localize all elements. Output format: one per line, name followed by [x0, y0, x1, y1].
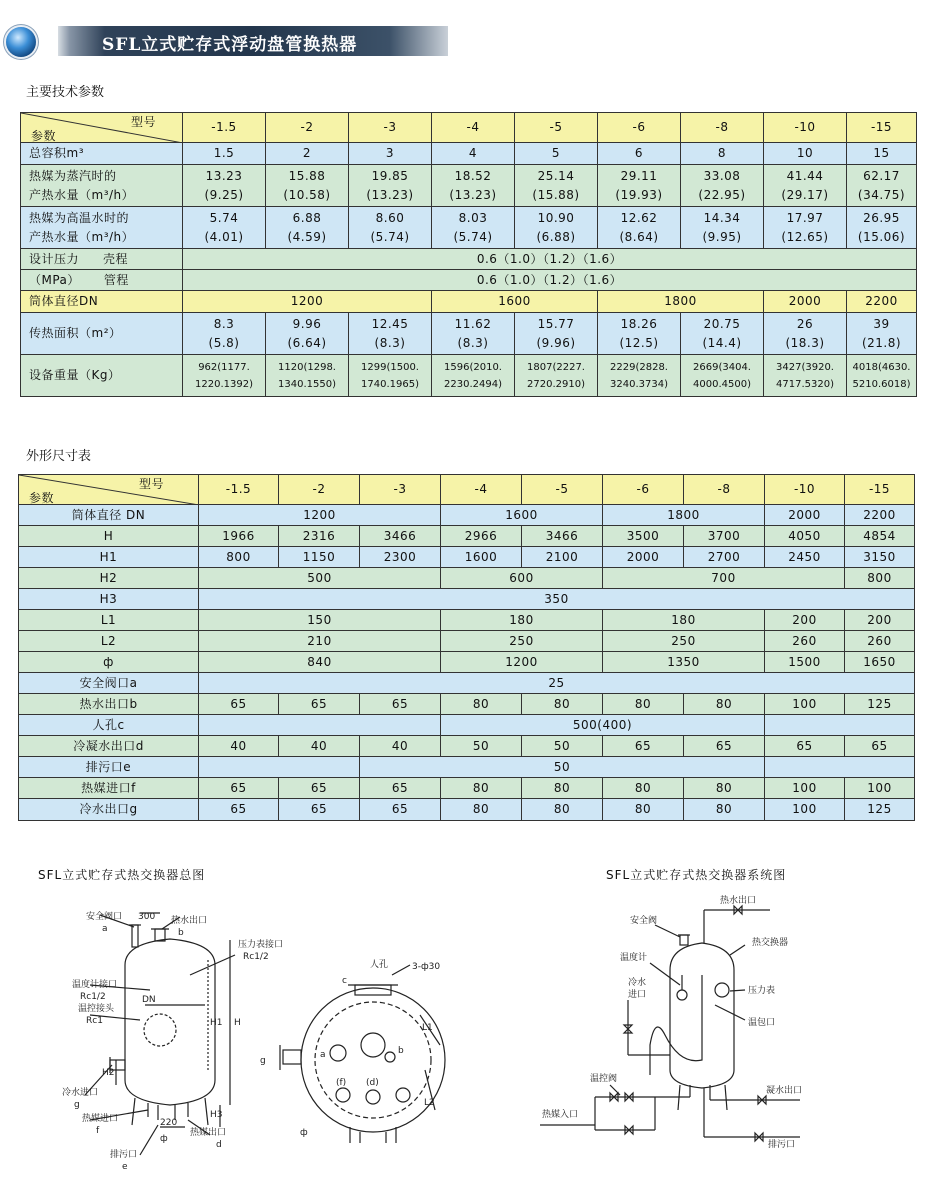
globe-icon: [6, 27, 36, 57]
model-header: -2: [266, 113, 349, 143]
label-hot-water-out: 热水出口: [720, 896, 757, 906]
label-f-paren: (f): [336, 1078, 347, 1088]
cell: 125: [845, 694, 915, 715]
table-row: [21, 291, 917, 313]
cell: 15: [847, 143, 917, 165]
table-row: [19, 631, 915, 652]
cell: 1500: [765, 652, 845, 673]
cell: 5.74 (4.01): [183, 207, 266, 249]
spec-table: [20, 112, 917, 397]
corner-param-label: 参数: [29, 491, 55, 505]
cell: 10.90 (6.88): [515, 207, 598, 249]
page-header: [6, 24, 442, 58]
cell: 80: [522, 778, 603, 799]
cell: 2100: [522, 547, 603, 568]
cell: 962(1177. 1220.1392): [183, 355, 266, 397]
cell: 2966: [441, 526, 522, 547]
corner-model-label: 型号: [131, 115, 157, 129]
label-heat-medium-outlet: 热媒出口: [190, 1128, 227, 1138]
model-header: -2: [279, 475, 360, 505]
cell: 3466: [360, 526, 441, 547]
cell: 50: [522, 736, 603, 757]
label-c: c: [342, 976, 347, 986]
cell: 40: [199, 736, 279, 757]
table-row: [19, 505, 915, 526]
cell: 1596(2010. 2230.2494): [432, 355, 515, 397]
cell: 65: [199, 778, 279, 799]
label-a-top: a: [320, 1050, 326, 1060]
cell: 14.34 (9.95): [681, 207, 764, 249]
cell: 1200: [199, 505, 441, 526]
cell: 100: [765, 694, 845, 715]
general-drawing: [30, 895, 500, 1180]
label-inlet: 进口: [628, 990, 647, 1000]
cell: 4854: [845, 526, 915, 547]
label-h1: H1: [210, 1018, 223, 1028]
label-manhole: 人孔: [370, 960, 389, 970]
table-row: [21, 355, 917, 397]
row-label: 排污口e: [19, 757, 199, 778]
label-heat-exchanger: 热交换器: [752, 938, 789, 948]
cell: 4018(4630. 5210.6018): [847, 355, 917, 397]
cell: 12.62 (8.64): [598, 207, 681, 249]
cell: 6: [598, 143, 681, 165]
cell: 0.6（1.0）（1.2）（1.6）: [183, 270, 917, 291]
cell: 65: [603, 736, 684, 757]
cell: 13.23 (9.25): [183, 165, 266, 207]
model-header: -1.5: [183, 113, 266, 143]
cell: 18.26 (12.5): [598, 313, 681, 355]
cell: [765, 757, 915, 778]
label-e: e: [122, 1162, 128, 1172]
row-label: 热媒为蒸汽时的 产热水量（m³/h）: [21, 165, 183, 207]
row-label: H1: [19, 547, 199, 568]
label-g: g: [74, 1100, 80, 1110]
cell: 80: [603, 778, 684, 799]
cell: 2316: [279, 526, 360, 547]
label-b-top: b: [398, 1046, 404, 1056]
cell: 50: [360, 757, 765, 778]
cell: 80: [441, 694, 522, 715]
cell: 180: [441, 610, 603, 631]
cell: 3: [349, 143, 432, 165]
cell: 26 (18.3): [764, 313, 847, 355]
model-header: -3: [360, 475, 441, 505]
model-header: -6: [603, 475, 684, 505]
row-label: 总容积m³: [21, 143, 183, 165]
cell: 20.75 (14.4): [681, 313, 764, 355]
label-d: d: [216, 1140, 222, 1150]
cell: 2300: [360, 547, 441, 568]
diagram-title-general: SFL立式贮存式热交换器总图: [38, 868, 206, 882]
cell: 3427(3920. 4717.5320): [764, 355, 847, 397]
cell: 65: [765, 736, 845, 757]
cell: 1600: [441, 505, 603, 526]
cell: 11.62 (8.3): [432, 313, 515, 355]
cell: 3150: [845, 547, 915, 568]
model-header: -1.5: [199, 475, 279, 505]
cell: 4: [432, 143, 515, 165]
cell: 100: [845, 778, 915, 799]
label-f: f: [96, 1126, 100, 1136]
label-220: 220: [160, 1118, 178, 1128]
table-row: [19, 652, 915, 673]
cell: 500: [199, 568, 441, 589]
label-cold-water: 冷水: [628, 978, 647, 988]
table-row: [21, 249, 917, 270]
row-label: 冷凝水出口d: [19, 736, 199, 757]
cell: 2450: [765, 547, 845, 568]
cell: 600: [441, 568, 603, 589]
section-title-dimensions: 外形尺寸表: [26, 449, 92, 464]
model-header: -15: [847, 113, 917, 143]
label-rc12: Rc1/2: [243, 952, 269, 962]
table-row: [19, 610, 915, 631]
cell: 8.60 (5.74): [349, 207, 432, 249]
cell: 80: [684, 778, 765, 799]
cell: 3466: [522, 526, 603, 547]
cell: 18.52 (13.23): [432, 165, 515, 207]
row-label: 安全阀口a: [19, 673, 199, 694]
label-safety-valve: 安全阀: [630, 916, 658, 926]
cell: 50: [441, 736, 522, 757]
cell: 200: [765, 610, 845, 631]
model-header: -10: [764, 113, 847, 143]
model-header: -6: [598, 113, 681, 143]
cell: [199, 757, 360, 778]
row-label: 筒体直径DN: [21, 291, 183, 313]
cell: 65: [199, 694, 279, 715]
table-row: [21, 143, 917, 165]
label-pressure-gauge-port: 压力表接口: [238, 940, 284, 950]
dimension-table: [18, 474, 915, 821]
cell: 65: [279, 694, 360, 715]
label-dn: DN: [142, 995, 156, 1005]
cell: 9.96 (6.64): [266, 313, 349, 355]
table-row: [19, 568, 915, 589]
model-header: -4: [441, 475, 522, 505]
cell: 1.5: [183, 143, 266, 165]
cell: 100: [765, 799, 845, 821]
cell: 840: [199, 652, 441, 673]
cell: 25: [199, 673, 915, 694]
cell: 2: [266, 143, 349, 165]
cell: 15.77 (9.96): [515, 313, 598, 355]
cell: 26.95 (15.06): [847, 207, 917, 249]
model-header: -8: [684, 475, 765, 505]
table-row: [19, 526, 915, 547]
system-drawing: [530, 885, 830, 1155]
label-pressure-gauge: 压力表: [748, 986, 776, 996]
label-temp-bulb-port: 温包口: [748, 1018, 776, 1028]
label-condensate-out: 凝水出口: [766, 1086, 803, 1096]
cell: 8: [681, 143, 764, 165]
table-corner: [19, 475, 199, 505]
cell: 2000: [765, 505, 845, 526]
model-header: -3: [349, 113, 432, 143]
cell: 4050: [765, 526, 845, 547]
cell: 1150: [279, 547, 360, 568]
cell: 1966: [199, 526, 279, 547]
cell: 15.88 (10.58): [266, 165, 349, 207]
row-label: H2: [19, 568, 199, 589]
page-title: SFL立式贮存式浮动盘管换热器: [102, 35, 358, 55]
cell: 3700: [684, 526, 765, 547]
cell: 12.45 (8.3): [349, 313, 432, 355]
cell: 29.11 (19.93): [598, 165, 681, 207]
table-corner: [21, 113, 183, 143]
label-b: b: [178, 928, 184, 938]
cell: 65: [845, 736, 915, 757]
label-h: H: [234, 1018, 241, 1028]
table-row: [21, 313, 917, 355]
cell: 10: [764, 143, 847, 165]
label-3-phi30: 3-ф30: [412, 962, 441, 972]
label-a: a: [102, 924, 108, 934]
cell: 1800: [603, 505, 765, 526]
label-300: 300: [138, 912, 156, 922]
cell: 260: [765, 631, 845, 652]
cell: 1200: [441, 652, 603, 673]
table-row: [19, 799, 915, 821]
label-l1: L1: [422, 1023, 433, 1033]
label-temp-control-joint: 温控接头: [78, 1004, 115, 1014]
cell: 65: [360, 694, 441, 715]
label-hot-water-outlet: 热水出口: [171, 916, 208, 926]
row-label: H: [19, 526, 199, 547]
row-label: （MPa） 管程: [21, 270, 183, 291]
cell: 5: [515, 143, 598, 165]
cell: 1120(1298. 1340.1550): [266, 355, 349, 397]
label-temp-control-valve: 温控阀: [590, 1074, 618, 1084]
row-label: L1: [19, 610, 199, 631]
row-label: 热水出口b: [19, 694, 199, 715]
label-g-top: g: [260, 1056, 266, 1066]
table-row: [19, 694, 915, 715]
cell: 1299(1500. 1740.1965): [349, 355, 432, 397]
cell: 800: [845, 568, 915, 589]
cell: 65: [279, 778, 360, 799]
cell: 100: [765, 778, 845, 799]
table-row: [21, 165, 917, 207]
cell: 80: [603, 694, 684, 715]
cell: 2000: [764, 291, 847, 313]
model-header: -10: [765, 475, 845, 505]
cell: 2669(3404. 4000.4500): [681, 355, 764, 397]
cell: 65: [684, 736, 765, 757]
table-row: [21, 270, 917, 291]
cell: 1200: [183, 291, 432, 313]
table-row: [19, 673, 915, 694]
cell: 80: [522, 694, 603, 715]
cell: 3500: [603, 526, 684, 547]
row-label: L2: [19, 631, 199, 652]
row-label: 筒体直径 DN: [19, 505, 199, 526]
label-drain: 排污口: [768, 1140, 796, 1150]
model-header: -5: [522, 475, 603, 505]
table-row: [21, 207, 917, 249]
table-row: [19, 778, 915, 799]
section-title-specs: 主要技术参数: [26, 85, 105, 100]
cell: 80: [441, 799, 522, 821]
cell: 250: [603, 631, 765, 652]
cell: 125: [845, 799, 915, 821]
label-rc12-b: Rc1/2: [80, 992, 106, 1002]
table-row: [19, 736, 915, 757]
label-h2: H2: [102, 1068, 115, 1078]
cell: 500(400): [441, 715, 765, 736]
label-heat-medium-in: 热媒入口: [542, 1110, 579, 1120]
model-header: -15: [845, 475, 915, 505]
cell: 250: [441, 631, 603, 652]
cell: 33.08 (22.95): [681, 165, 764, 207]
label-l2: L2: [424, 1098, 435, 1108]
table-row: [19, 589, 915, 610]
cell: 180: [603, 610, 765, 631]
cell: 40: [279, 736, 360, 757]
label-thermometer: 温度计: [620, 953, 648, 963]
cell: 2000: [603, 547, 684, 568]
label-phi-top: ф: [300, 1128, 308, 1138]
label-d-paren: (d): [366, 1078, 379, 1088]
label-h3: H3: [210, 1110, 223, 1120]
model-header: -4: [432, 113, 515, 143]
cell: 25.14 (15.88): [515, 165, 598, 207]
cell: 65: [360, 778, 441, 799]
cell: 2200: [847, 291, 917, 313]
cell: 80: [603, 799, 684, 821]
cell: [765, 715, 915, 736]
cell: 80: [441, 778, 522, 799]
cell: 0.6（1.0）（1.2）（1.6）: [183, 249, 917, 270]
cell: 1350: [603, 652, 765, 673]
diagram-title-system: SFL立式贮存式热交换器系统图: [606, 868, 787, 882]
cell: 39 (21.8): [847, 313, 917, 355]
label-drain-port: 排污口: [110, 1150, 138, 1160]
row-label: 设计压力 壳程: [21, 249, 183, 270]
cell: 1600: [441, 547, 522, 568]
cell: 62.17 (34.75): [847, 165, 917, 207]
row-label: 设备重量（Kg）: [21, 355, 183, 397]
cell: 700: [603, 568, 845, 589]
row-label: 传热面积（m²）: [21, 313, 183, 355]
cell: [199, 715, 441, 736]
cell: 210: [199, 631, 441, 652]
cell: 80: [522, 799, 603, 821]
row-label: 热媒为高温水时的 产热水量（m³/h）: [21, 207, 183, 249]
corner-model-label: 型号: [139, 477, 165, 491]
label-phi: ф: [160, 1134, 168, 1144]
cell: 1800: [598, 291, 764, 313]
corner-param-label: 参数: [31, 129, 57, 143]
model-header: -8: [681, 113, 764, 143]
cell: 1650: [845, 652, 915, 673]
cell: 1807(2227. 2720.2910): [515, 355, 598, 397]
label-safety-valve-port: 安全阀口: [86, 912, 123, 922]
row-label: ф: [19, 652, 199, 673]
cell: 65: [279, 799, 360, 821]
table-row: [19, 715, 915, 736]
cell: 200: [845, 610, 915, 631]
cell: 8.03 (5.74): [432, 207, 515, 249]
cell: 350: [199, 589, 915, 610]
cell: 2229(2828. 3240.3734): [598, 355, 681, 397]
label-cold-water-inlet: 冷水进口: [62, 1088, 99, 1098]
cell: 80: [684, 799, 765, 821]
cell: 65: [199, 799, 279, 821]
row-label: 热媒进口f: [19, 778, 199, 799]
row-label: 冷水出口g: [19, 799, 199, 821]
cell: 41.44 (29.17): [764, 165, 847, 207]
row-label: H3: [19, 589, 199, 610]
cell: 260: [845, 631, 915, 652]
cell: 80: [684, 694, 765, 715]
cell: 8.3 (5.8): [183, 313, 266, 355]
cell: 65: [360, 799, 441, 821]
cell: 2200: [845, 505, 915, 526]
cell: 17.97 (12.65): [764, 207, 847, 249]
table-row: [19, 547, 915, 568]
cell: 1600: [432, 291, 598, 313]
row-label: 人孔c: [19, 715, 199, 736]
cell: 6.88 (4.59): [266, 207, 349, 249]
cell: 800: [199, 547, 279, 568]
cell: 40: [360, 736, 441, 757]
table-row: [19, 757, 915, 778]
label-rc1: Rc1: [86, 1016, 103, 1026]
cell: 19.85 (13.23): [349, 165, 432, 207]
cell: 150: [199, 610, 441, 631]
label-heat-medium-inlet: 热媒进口: [82, 1114, 119, 1124]
label-thermometer-port: 温度计接口: [72, 980, 118, 990]
cell: 2700: [684, 547, 765, 568]
model-header: -5: [515, 113, 598, 143]
